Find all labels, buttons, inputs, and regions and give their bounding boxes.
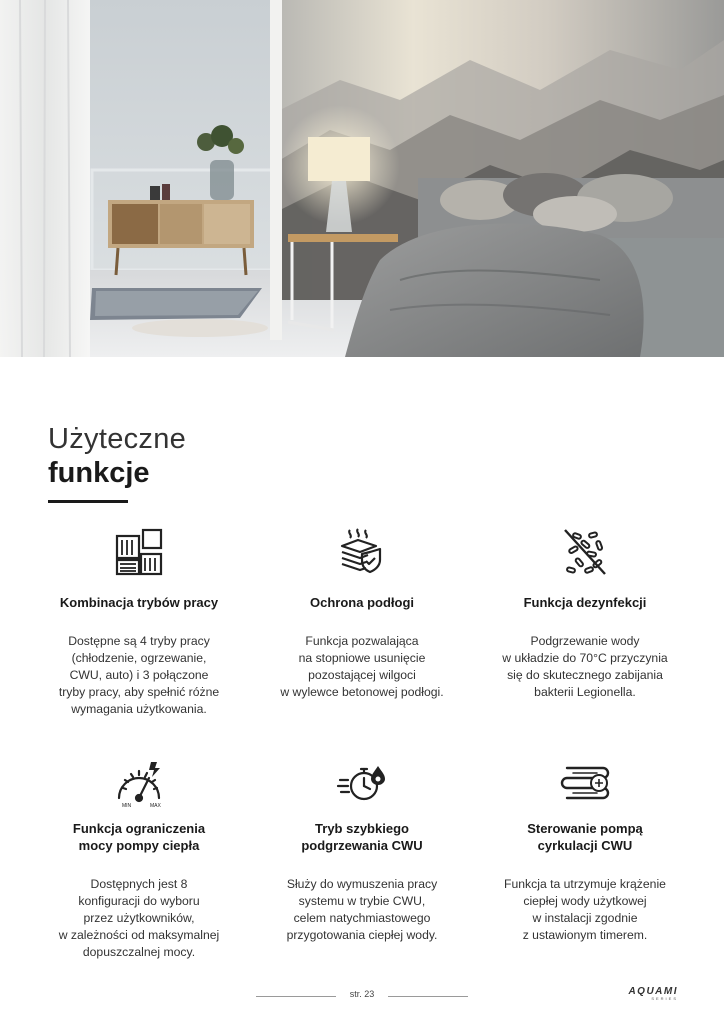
floor-protection-icon <box>336 526 388 578</box>
heading-line-2: funkcje <box>48 457 150 489</box>
feature-title: Ochrona podłogi <box>310 595 414 610</box>
feature-description: Funkcja pozwalająca na stopniowe usunięcie pozostającej wilgoci w wylewce betonowej podłogi. <box>280 634 444 699</box>
hero-bedroom-photo <box>0 0 724 357</box>
feature-title: Funkcja dezynfekcji <box>523 595 647 610</box>
feature-circulation-pump <box>470 758 700 944</box>
feature-modes-combination <box>24 526 254 718</box>
circulation-pump-icon <box>559 758 611 810</box>
feature-description: Podgrzewanie wody w układzie do 70°C przyczynia się do skutecznego zabijania bakterii Legionella. <box>502 634 668 699</box>
logo-name: AQUAMI <box>628 986 678 997</box>
power-limit-gauge-icon <box>113 758 165 810</box>
feature-power-limit <box>24 758 254 961</box>
logo-sub: SERIES <box>651 996 678 1001</box>
heading-line-1: Użyteczne <box>48 423 187 455</box>
feature-title: Funkcja ograniczenia mocy pompy ciepła <box>72 821 206 853</box>
feature-title: Sterowanie pompą cyrkulacji CWU <box>527 821 643 853</box>
fast-heating-icon <box>336 758 388 810</box>
feature-description: Funkcja ta utrzymuje krążenie ciepłej wody użytkowej w instalacji zgodnie z ustawionym timerem. <box>504 877 666 942</box>
section-heading <box>48 422 186 503</box>
disinfection-icon <box>559 526 611 578</box>
page-footer <box>0 986 724 1008</box>
page-number: str. 23 <box>349 989 375 999</box>
footer-rule-left <box>256 996 336 997</box>
feature-title: Tryb szybkiego podgrzewania CWU <box>301 821 423 853</box>
feature-fast-heating <box>247 758 477 944</box>
feature-disinfection <box>470 526 700 701</box>
svg-text:MAX: MAX <box>150 803 161 809</box>
heading-underline <box>48 500 128 503</box>
feature-description: Dostępnych jest 8 konfiguracji do wyboru przez użytkowników, w zależności od maksymalnej dopuszczalnej mocy. <box>58 877 220 959</box>
feature-title: Kombinacja trybów pracy <box>59 595 219 610</box>
modes-combination-icon <box>113 526 165 578</box>
feature-description: Służy do wymuszenia pracy systemu w trybie CWU, celem natychmiastowego przygotowania ciepłej wody. <box>286 877 438 942</box>
feature-description: Dostępne są 4 tryby pracy (chłodzenie, ogrzewanie, CWU, auto) i 3 połączone tryby pracy, aby spełnić różne wymagania użytkowania. <box>58 634 220 716</box>
aquami-logo <box>628 986 678 1001</box>
feature-floor-protection <box>247 526 477 701</box>
svg-text:MIN: MIN <box>122 803 132 809</box>
footer-rule-right <box>388 996 468 997</box>
